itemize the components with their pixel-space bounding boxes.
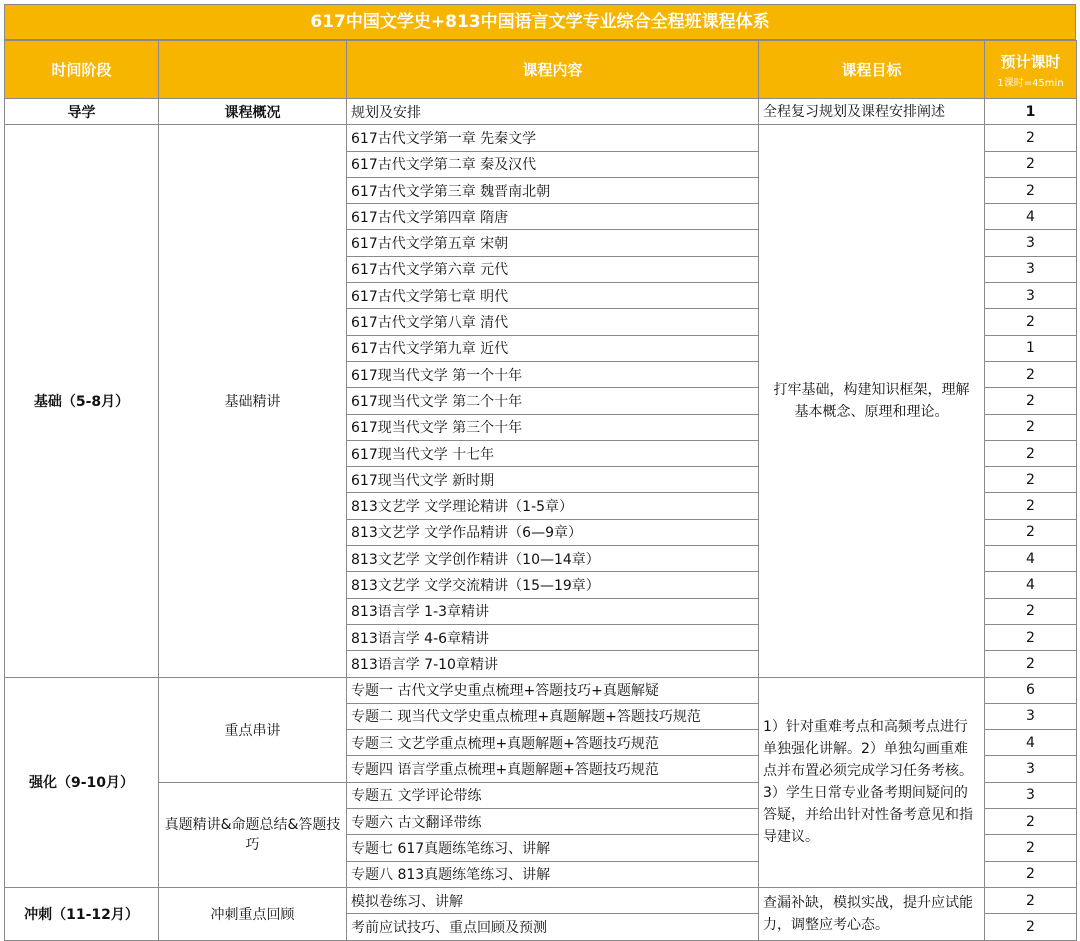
content-cell: 617古代文学第七章 明代	[347, 283, 759, 309]
content-cell: 617现当代文学 十七年	[347, 440, 759, 466]
hours-cell: 4	[985, 572, 1077, 598]
hours-cell: 4	[985, 730, 1077, 756]
hours-cell: 2	[985, 861, 1077, 887]
content-cell: 813文艺学 文学交流精讲（15—19章）	[347, 572, 759, 598]
content-cell: 813文艺学 文学作品精讲（6—9章）	[347, 519, 759, 545]
table-row	[5, 677, 1077, 703]
hours-cell: 2	[985, 887, 1077, 913]
content-cell: 813语言学 7-10章精讲	[347, 651, 759, 677]
header-row	[5, 41, 1077, 99]
goal-basic: 打牢基础，构建知识框架，理解基本概念、原理和理论。	[759, 125, 985, 677]
hours-cell: 1	[985, 99, 1077, 125]
hours-cell: 4	[985, 204, 1077, 230]
hours-cell: 2	[985, 388, 1077, 414]
course-strengthen-review: 重点串讲	[159, 677, 347, 782]
hours-cell: 6	[985, 677, 1077, 703]
hours-cell: 2	[985, 151, 1077, 177]
content-cell: 617古代文学第五章 宋朝	[347, 230, 759, 256]
content-cell: 617古代文学第四章 隋唐	[347, 204, 759, 230]
hours-cell: 2	[985, 598, 1077, 624]
hours-cell: 2	[985, 125, 1077, 151]
stage-basic: 基础（5-8月）	[5, 125, 159, 677]
header-hours	[985, 41, 1077, 99]
hours-cell: 2	[985, 809, 1077, 835]
goal-intro: 全程复习规划及课程安排阐述	[759, 99, 985, 125]
content-cell: 专题六 古文翻译带练	[347, 809, 759, 835]
content-cell: 专题二 现当代文学史重点梳理+真题解题+答题技巧规范	[347, 703, 759, 729]
content-cell: 617古代文学第一章 先秦文学	[347, 125, 759, 151]
hours-cell: 2	[985, 309, 1077, 335]
hours-cell: 3	[985, 230, 1077, 256]
hours-cell: 1	[985, 335, 1077, 361]
stage-sprint: 冲刺（11-12月）	[5, 887, 159, 940]
table-row	[5, 887, 1077, 913]
goal-sprint: 查漏补缺，模拟实战，提升应试能力，调整应考心态。	[759, 887, 985, 940]
content-cell: 617古代文学第六章 元代	[347, 256, 759, 282]
hours-cell: 3	[985, 756, 1077, 782]
hours-cell: 3	[985, 782, 1077, 808]
content-cell: 专题五 文学评论带练	[347, 782, 759, 808]
course-table	[4, 40, 1077, 941]
content-cell: 专题一 古代文学史重点梳理+答题技巧+真题解疑	[347, 677, 759, 703]
goal-strengthen: 1）针对重难考点和高频考点进行单独强化讲解。2）单独勾画重难点并布置必须完成学习任务考核。3）学生日常专业备考期间疑问的答疑，并给出针对性备考意见和指导建议。	[759, 677, 985, 887]
hours-cell: 2	[985, 651, 1077, 677]
hours-cell: 2	[985, 440, 1077, 466]
content-cell: 617古代文学第八章 清代	[347, 309, 759, 335]
hours-cell: 2	[985, 414, 1077, 440]
header-goal: 课程目标	[759, 41, 985, 99]
content-cell: 专题八 813真题练笔练习、讲解	[347, 861, 759, 887]
hours-cell: 3	[985, 703, 1077, 729]
hours-cell: 2	[985, 835, 1077, 861]
content-cell: 考前应试技巧、重点回顾及预测	[347, 914, 759, 940]
hours-cell: 2	[985, 177, 1077, 203]
header-hours-note: 1课时=45min	[997, 77, 1064, 89]
hours-cell: 3	[985, 256, 1077, 282]
course-table-container	[4, 4, 1076, 941]
hours-cell: 2	[985, 467, 1077, 493]
course-basic: 基础精讲	[159, 125, 347, 677]
course-sprint: 冲刺重点回顾	[159, 887, 347, 940]
content-cell: 617现当代文学 第二个十年	[347, 388, 759, 414]
header-stage: 时间阶段	[5, 41, 159, 99]
course-strengthen-exam: 真题精讲&命题总结&答题技巧	[159, 782, 347, 887]
content-cell: 617现当代文学 新时期	[347, 467, 759, 493]
hours-cell: 2	[985, 361, 1077, 387]
hours-cell: 4	[985, 546, 1077, 572]
content-cell: 617古代文学第九章 近代	[347, 335, 759, 361]
hours-cell: 2	[985, 914, 1077, 940]
content-cell: 617现当代文学 第三个十年	[347, 414, 759, 440]
table-row	[5, 99, 1077, 125]
content-cell: 617古代文学第三章 魏晋南北朝	[347, 177, 759, 203]
content-cell: 617古代文学第二章 秦及汉代	[347, 151, 759, 177]
content-cell: 813语言学 1-3章精讲	[347, 598, 759, 624]
content-cell: 模拟卷练习、讲解	[347, 887, 759, 913]
table-title: 617中国文学史+813中国语言文学专业综合全程班课程体系	[4, 4, 1076, 40]
stage-strengthen: 强化（9-10月）	[5, 677, 159, 887]
stage-intro: 导学	[5, 99, 159, 125]
content-cell: 813文艺学 文学理论精讲（1-5章）	[347, 493, 759, 519]
content-cell: 617现当代文学 第一个十年	[347, 361, 759, 387]
hours-cell: 3	[985, 283, 1077, 309]
content-cell: 813文艺学 文学创作精讲（10—14章）	[347, 546, 759, 572]
content-cell: 规划及安排	[347, 99, 759, 125]
content-cell: 813语言学 4-6章精讲	[347, 624, 759, 650]
hours-cell: 2	[985, 624, 1077, 650]
content-cell: 专题七 617真题练笔练习、讲解	[347, 835, 759, 861]
hours-cell: 2	[985, 493, 1077, 519]
content-cell: 专题三 文艺学重点梳理+真题解题+答题技巧规范	[347, 730, 759, 756]
header-hours-label: 预计课时	[1000, 52, 1061, 71]
header-content: 课程内容	[347, 41, 759, 99]
course-intro: 课程概况	[159, 99, 347, 125]
table-row	[5, 125, 1077, 151]
hours-cell: 2	[985, 519, 1077, 545]
header-course	[159, 41, 347, 99]
content-cell: 专题四 语言学重点梳理+真题解题+答题技巧规范	[347, 756, 759, 782]
